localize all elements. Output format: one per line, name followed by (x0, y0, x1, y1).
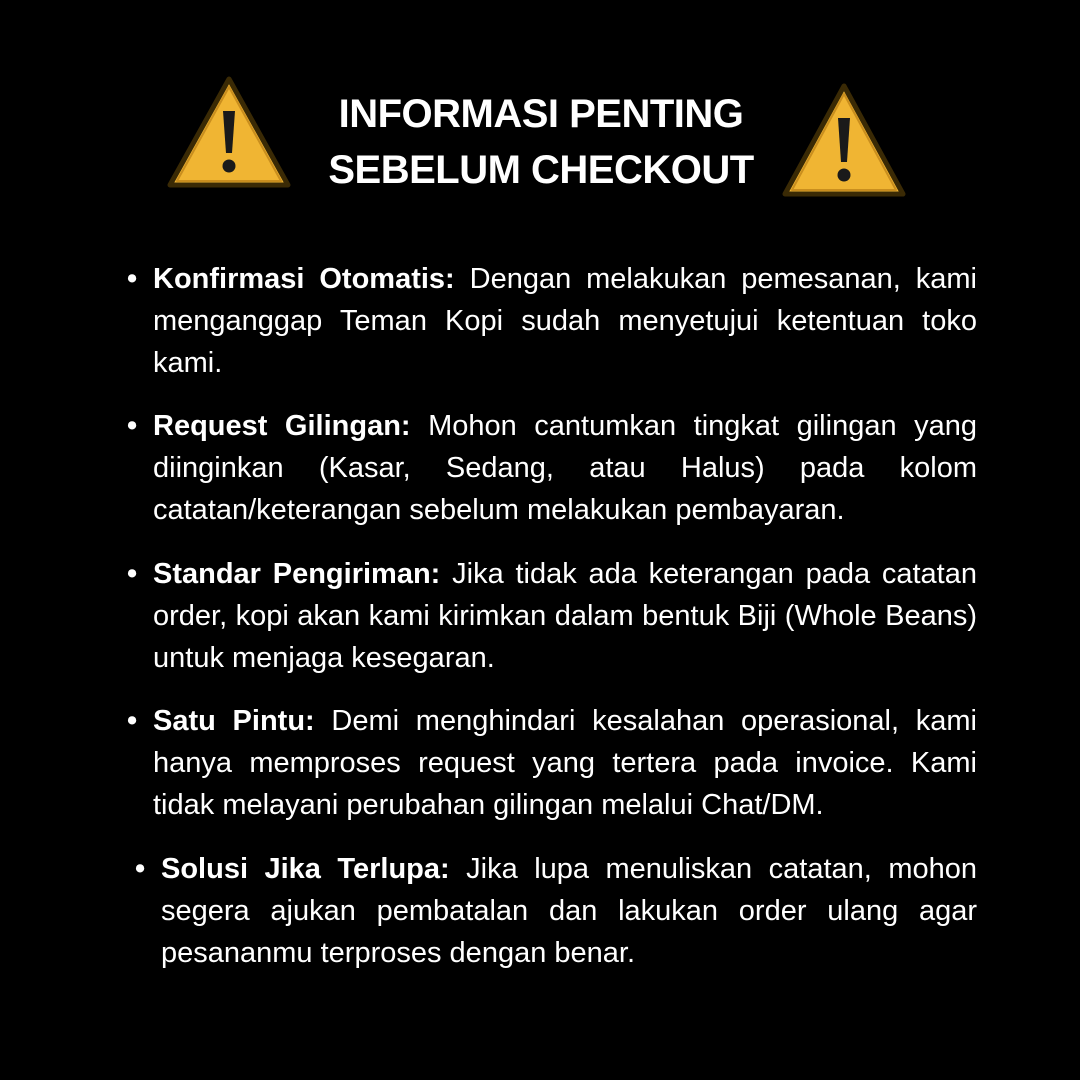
warning-triangle-icon (164, 73, 294, 193)
item-text: Dengan melakukan pemesanan, kami menganggap Teman Kopi sudah menyetujui ketentuan toko kami. (153, 263, 977, 379)
item-label: Konfirmasi Otomatis: (153, 263, 455, 295)
bullet-icon: • (135, 853, 146, 885)
warning-triangle-icon (779, 80, 909, 202)
list-item (127, 553, 977, 679)
page-title (300, 86, 782, 198)
item-text: Jika tidak ada keterangan pada catatan order, kopi akan kami kirimkan dalam bentuk Biji (Whole Beans) untuk menjaga kesegaran. (153, 558, 977, 674)
item-text: Mohon cantumkan tingkat gilingan yang diinginkan (Kasar, Sedang, atau Halus) pada kolom catatan/keterangan sebelum melakukan pembayaran. (153, 410, 977, 526)
bullet-icon: • (127, 410, 138, 442)
item-label: Solusi Jika Terlupa: (161, 853, 450, 885)
list-item (127, 405, 977, 531)
item-label: Satu Pintu: (153, 705, 315, 737)
title-line-2: SEBELUM CHECKOUT (328, 148, 754, 192)
bullet-icon: • (127, 263, 138, 295)
header (0, 0, 1080, 220)
item-label: Standar Pengiriman: (153, 558, 441, 590)
list-item (127, 700, 977, 826)
item-text: Demi menghindari kesalahan operasional, kami hanya memproses request yang tertera pada invoice. Kami tidak melayani perubahan gilingan melalui Chat/DM. (153, 705, 977, 821)
item-label: Request Gilingan: (153, 410, 411, 442)
list-item (135, 848, 977, 974)
title-line-1: INFORMASI PENTING (338, 92, 744, 136)
list-item (127, 258, 977, 384)
bullet-icon: • (127, 705, 138, 737)
bullet-icon: • (127, 558, 138, 590)
item-text: Jika lupa menuliskan catatan, mohon segera ajukan pembatalan dan lakukan order ulang agar pesananmu terproses dengan benar. (161, 853, 977, 969)
